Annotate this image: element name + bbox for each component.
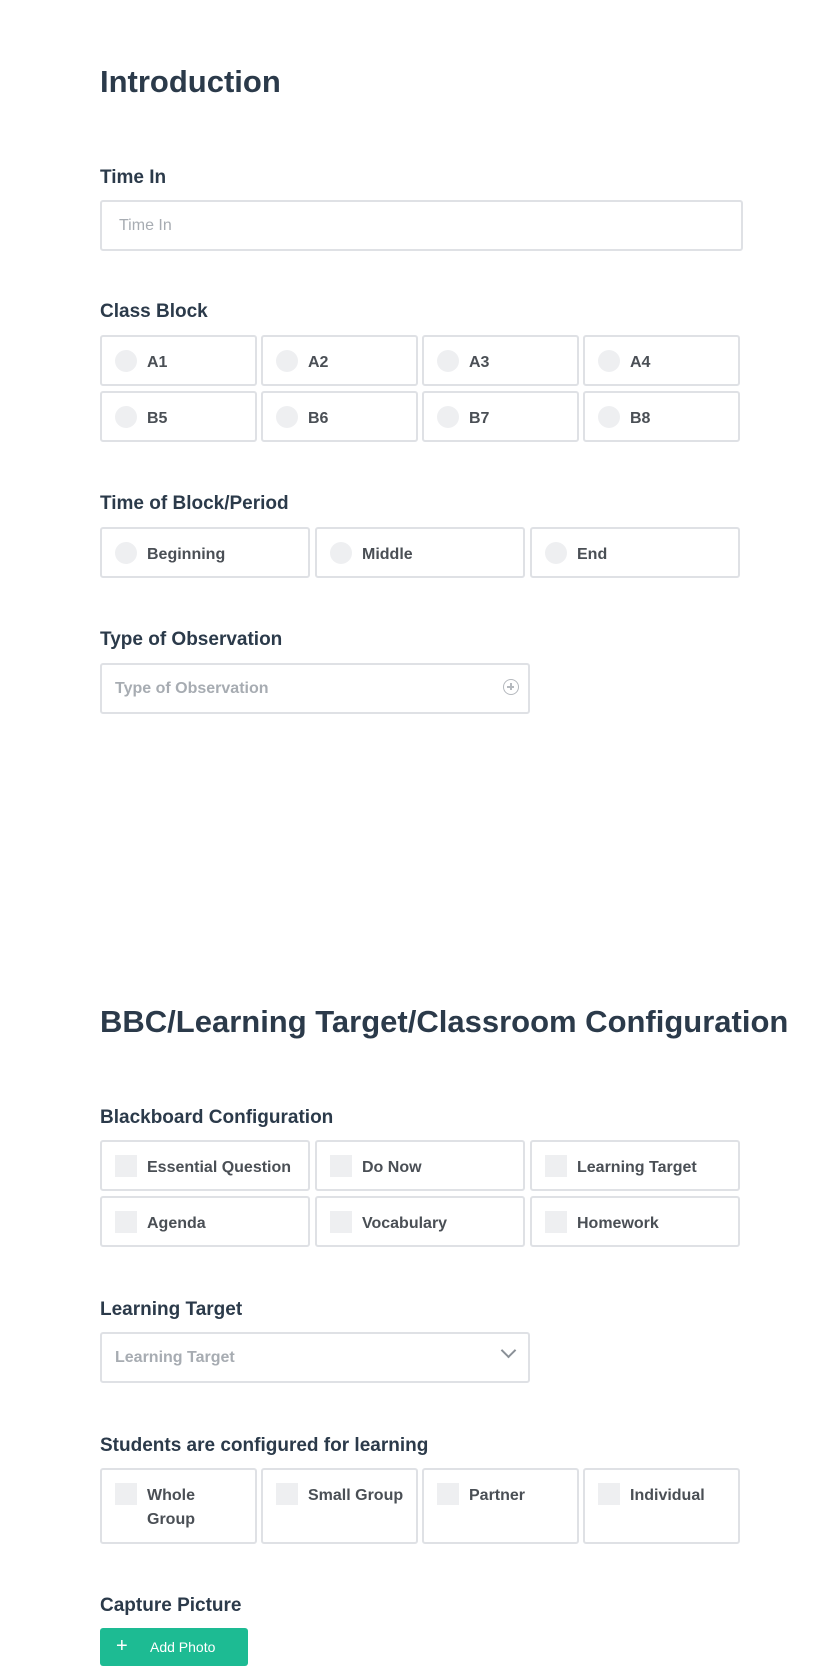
checkbox[interactable] bbox=[330, 1211, 352, 1233]
add-photo-label: Add Photo bbox=[150, 1639, 216, 1655]
learning-target-select[interactable] bbox=[100, 1332, 530, 1383]
add-photo-button[interactable] bbox=[100, 1628, 248, 1666]
option-label: B5 bbox=[147, 410, 168, 427]
radio-button[interactable] bbox=[598, 406, 620, 428]
radio-button[interactable] bbox=[545, 542, 567, 564]
plus-circle-icon[interactable] bbox=[503, 679, 519, 695]
students-option-small-group[interactable] bbox=[261, 1468, 418, 1544]
option-label: Beginning bbox=[147, 546, 226, 563]
option-label: Learning Target bbox=[577, 1159, 697, 1176]
blackboard-option-do-now[interactable] bbox=[315, 1140, 525, 1191]
checkbox[interactable] bbox=[437, 1483, 459, 1505]
blackboard-option-agenda[interactable] bbox=[100, 1196, 310, 1247]
option-label: A2 bbox=[308, 354, 329, 371]
radio-button[interactable] bbox=[276, 406, 298, 428]
class-block-option-a1[interactable] bbox=[100, 335, 257, 386]
time-in-label: Time In bbox=[100, 167, 167, 188]
option-label: A3 bbox=[469, 354, 490, 371]
option-label: Middle bbox=[362, 546, 413, 563]
observation-type-placeholder: Type of Observation bbox=[115, 680, 269, 697]
checkbox[interactable] bbox=[115, 1155, 137, 1177]
time-of-block-option-middle[interactable] bbox=[315, 527, 525, 578]
intro-title: Introduction bbox=[100, 64, 281, 99]
radio-button[interactable] bbox=[115, 350, 137, 372]
blackboard-option-essential-question[interactable] bbox=[100, 1140, 310, 1191]
radio-button[interactable] bbox=[115, 406, 137, 428]
blackboard-option-homework[interactable] bbox=[530, 1196, 740, 1247]
time-of-block-option-beginning[interactable] bbox=[100, 527, 310, 578]
checkbox[interactable] bbox=[115, 1483, 137, 1505]
blackboard-config-label: Blackboard Configuration bbox=[100, 1107, 334, 1128]
class-block-option-b6[interactable] bbox=[261, 391, 418, 442]
blackboard-option-learning-target[interactable] bbox=[530, 1140, 740, 1191]
class-block-label: Class Block bbox=[100, 301, 208, 322]
time-of-block-option-end[interactable] bbox=[530, 527, 740, 578]
observation-type-label: Type of Observation bbox=[100, 629, 283, 650]
time-of-block-label: Time of Block/Period bbox=[100, 493, 289, 514]
checkbox[interactable] bbox=[598, 1483, 620, 1505]
students-option-whole-group[interactable] bbox=[100, 1468, 257, 1544]
class-block-option-a3[interactable] bbox=[422, 335, 579, 386]
radio-button[interactable] bbox=[276, 350, 298, 372]
chevron-down-icon[interactable] bbox=[501, 1343, 517, 1359]
checkbox[interactable] bbox=[276, 1483, 298, 1505]
students-option-partner[interactable] bbox=[422, 1468, 579, 1544]
class-block-option-b7[interactable] bbox=[422, 391, 579, 442]
option-label: A4 bbox=[630, 354, 651, 371]
plus-icon: + bbox=[116, 1635, 128, 1657]
checkbox[interactable] bbox=[330, 1155, 352, 1177]
option-label: Partner bbox=[469, 1487, 526, 1504]
radio-button[interactable] bbox=[330, 542, 352, 564]
option-label: End bbox=[577, 546, 608, 563]
learning-target-label: Learning Target bbox=[100, 1299, 243, 1320]
option-label: B8 bbox=[630, 410, 651, 427]
option-label: Agenda bbox=[147, 1215, 206, 1232]
option-label: Whole Group bbox=[147, 1487, 195, 1528]
option-label: Do Now bbox=[362, 1159, 422, 1176]
capture-picture-label: Capture Picture bbox=[100, 1595, 242, 1616]
bbc-title: BBC/Learning Target/Classroom Configuration bbox=[100, 1004, 789, 1039]
radio-button[interactable] bbox=[437, 350, 459, 372]
radio-button[interactable] bbox=[115, 542, 137, 564]
radio-button[interactable] bbox=[437, 406, 459, 428]
checkbox[interactable] bbox=[115, 1211, 137, 1233]
learning-target-placeholder: Learning Target bbox=[115, 1349, 235, 1366]
option-label: Vocabulary bbox=[362, 1215, 448, 1232]
option-label: Homework bbox=[577, 1215, 659, 1232]
students-config-label: Students are configured for learning bbox=[100, 1435, 429, 1456]
option-label: Essential Question bbox=[147, 1159, 292, 1176]
class-block-option-a2[interactable] bbox=[261, 335, 418, 386]
option-label: B7 bbox=[469, 410, 490, 427]
option-label: Small Group bbox=[308, 1487, 404, 1504]
blackboard-option-vocabulary[interactable] bbox=[315, 1196, 525, 1247]
students-option-individual[interactable] bbox=[583, 1468, 740, 1544]
checkbox[interactable] bbox=[545, 1155, 567, 1177]
option-label: B6 bbox=[308, 410, 329, 427]
checkbox[interactable] bbox=[545, 1211, 567, 1233]
class-block-option-b8[interactable] bbox=[583, 391, 740, 442]
option-label: A1 bbox=[147, 354, 168, 371]
class-block-option-a4[interactable] bbox=[583, 335, 740, 386]
time-in-input[interactable] bbox=[100, 200, 743, 251]
observation-type-select[interactable] bbox=[100, 663, 530, 714]
option-label: Individual bbox=[630, 1487, 705, 1504]
radio-button[interactable] bbox=[598, 350, 620, 372]
class-block-option-b5[interactable] bbox=[100, 391, 257, 442]
